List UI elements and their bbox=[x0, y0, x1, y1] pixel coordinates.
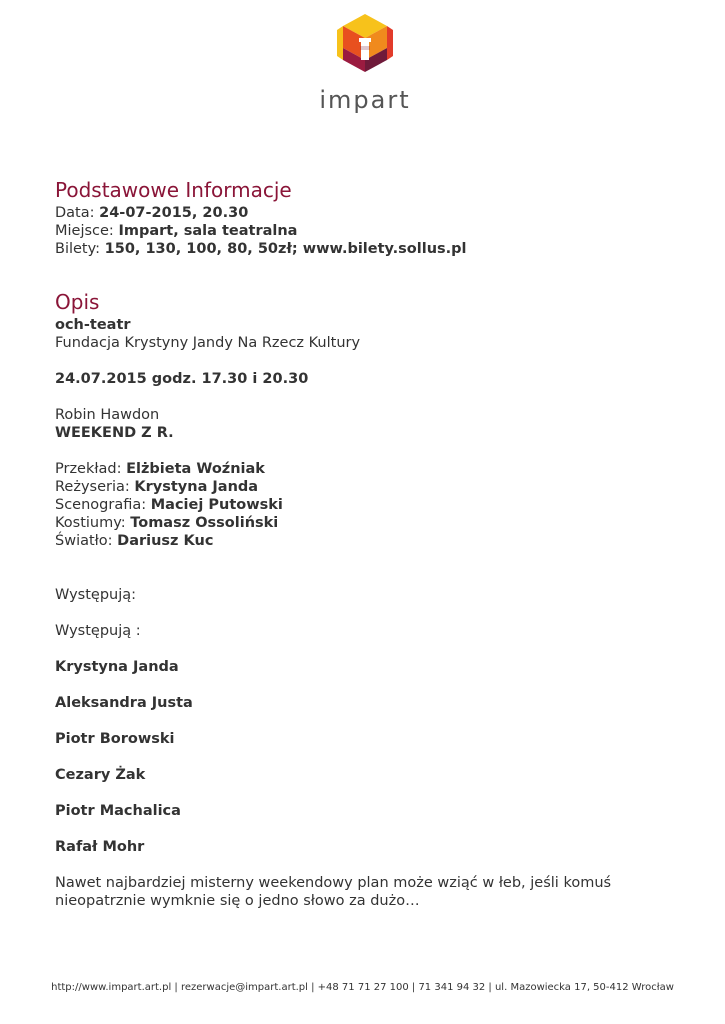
credit-row: Reżyseria: Krystyna Janda bbox=[55, 479, 259, 495]
venue-row bbox=[55, 222, 675, 240]
cast-member: Rafał Mohr bbox=[55, 839, 145, 855]
venue-label: Miejsce: bbox=[55, 223, 114, 239]
section-title-description: Opis bbox=[55, 290, 100, 314]
cast-member: Krystyna Janda bbox=[55, 659, 179, 675]
section-title-basic-info: Podstawowe Informacje bbox=[55, 178, 292, 202]
cast-member: Cezary Żak bbox=[55, 767, 146, 783]
tickets-label: Bilety: bbox=[55, 241, 101, 257]
performance-dates: 24.07.2015 godz. 17.30 i 20.30 bbox=[55, 371, 309, 387]
foundation-name: Fundacja Krystyny Jandy Na Rzecz Kultury bbox=[55, 335, 361, 351]
credit-row: Kostiumy: Tomasz Ossoliński bbox=[55, 515, 279, 531]
footer-contact: http://www.impart.art.pl | rezerwacje@impart.art.pl | +48 71 71 27 100 | 71 341 94 32 | ul. Mazowiecka 17, 50-412 Wrocław bbox=[51, 982, 674, 993]
play-title: WEEKEND Z R. bbox=[55, 425, 174, 441]
tickets-row bbox=[55, 240, 675, 258]
cast-heading: Występują : bbox=[55, 623, 141, 639]
credit-row: Przekład: Elżbieta Woźniak bbox=[55, 461, 265, 477]
logo-wordmark: impart bbox=[319, 86, 411, 114]
credit-row: Światło: Dariusz Kuc bbox=[55, 533, 214, 549]
cast-member: Piotr Machalica bbox=[55, 803, 181, 819]
cast-member: Piotr Borowski bbox=[55, 731, 175, 747]
company-name: och-teatr bbox=[55, 317, 131, 333]
cast-heading: Występują: bbox=[55, 587, 137, 603]
impart-logo bbox=[313, 14, 417, 118]
play-author: Robin Hawdon bbox=[55, 407, 160, 423]
credit-row: Scenografia: Maciej Putowski bbox=[55, 497, 283, 513]
date-value: 24-07-2015, 20.30 bbox=[99, 205, 249, 221]
tickets-value: 150, 130, 100, 80, 50zł; www.bilety.sollus.pl bbox=[104, 241, 467, 257]
cast-member: Aleksandra Justa bbox=[55, 695, 193, 711]
description-text: nieopatrznie wymknie się o jedno słowo za dużo… bbox=[55, 893, 420, 909]
impart-logo-mark bbox=[313, 14, 417, 86]
date-row bbox=[55, 204, 675, 222]
description-text: Nawet najbardziej misterny weekendowy plan może wziąć w łeb, jeśli komuś bbox=[55, 875, 612, 891]
date-label: Data: bbox=[55, 205, 95, 221]
venue-value: Impart, sala teatralna bbox=[118, 223, 298, 239]
document-body bbox=[55, 176, 675, 910]
